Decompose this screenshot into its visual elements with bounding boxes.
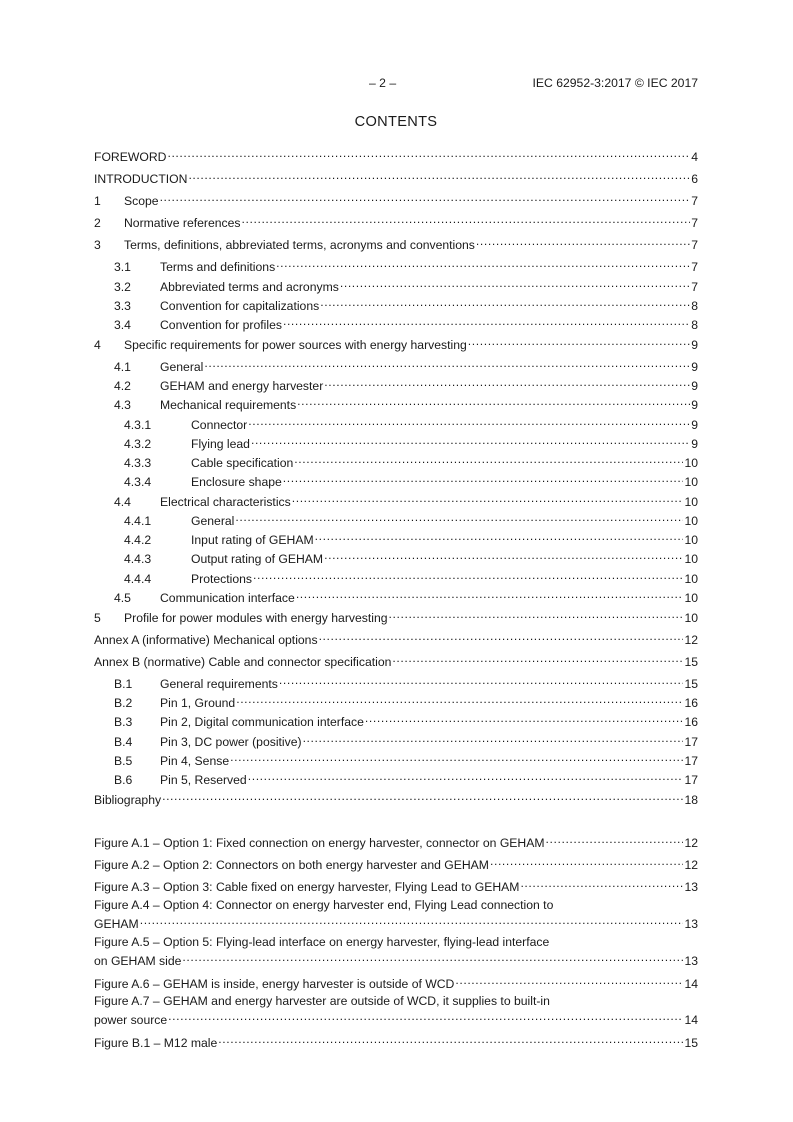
toc-number: 5 (94, 611, 101, 625)
toc-number: B.4 (114, 735, 133, 749)
toc-entry-b-5[interactable] (114, 749, 698, 768)
toc-number: 4.2 (114, 379, 131, 393)
toc-title: Electrical characteristics (160, 495, 291, 509)
toc-page: 17 (684, 754, 698, 768)
figure-title: Figure A.3 – Option 3: Cable fixed on energy harvester, Flying Lead to GEHAM (94, 880, 520, 894)
figure-page: 12 (684, 836, 698, 850)
figure-title: power source (94, 1013, 168, 1027)
toc-entry-introduction[interactable] (94, 167, 698, 186)
figure-title: GEHAM (94, 917, 139, 931)
toc-number: 4.3.2 (124, 437, 152, 451)
toc-title: Convention for profiles (160, 318, 282, 332)
toc-title: INTRODUCTION (94, 172, 188, 186)
dot-leader (276, 255, 690, 271)
page-header (94, 76, 698, 92)
toc-entry-3[interactable] (94, 233, 698, 252)
toc-title: Annex B (normative) Cable and connector specification (94, 655, 392, 669)
toc-entry-3-3[interactable] (114, 294, 698, 313)
toc-page: 16 (684, 696, 698, 710)
toc-title: Flying lead (191, 437, 250, 451)
figure-entry-a6[interactable] (94, 972, 698, 991)
toc-entry-b-1[interactable] (114, 672, 698, 691)
toc-entry-4-3[interactable] (114, 393, 698, 412)
toc-number: B.6 (114, 773, 133, 787)
toc-page: 9 (691, 398, 698, 412)
figure-title: Figure A.6 – GEHAM is inside, energy harvester is outside of WCD (94, 977, 455, 991)
dot-leader (476, 233, 690, 249)
toc-entry-b-2[interactable] (114, 691, 698, 710)
toc-number: 4.4.3 (124, 552, 152, 566)
toc-title: Protections (191, 572, 252, 586)
toc-entry-foreword[interactable] (94, 145, 698, 164)
dot-leader (468, 333, 690, 349)
toc-page: 7 (691, 216, 698, 230)
toc-page: 15 (684, 655, 698, 669)
toc-page: 8 (691, 318, 698, 332)
toc-entry-2[interactable] (94, 211, 698, 230)
toc-page: 4 (691, 150, 698, 164)
toc-number: 4.4.4 (124, 572, 152, 586)
toc-title: Terms, definitions, abbreviated terms, acronyms and conventions (124, 238, 475, 252)
toc-entry-3-2[interactable] (114, 275, 698, 294)
figure-entry-a7[interactable] (94, 994, 698, 1027)
figure-title: on GEHAM side (94, 954, 182, 968)
figure-entry-a1[interactable] (94, 831, 698, 850)
toc-number: 3 (94, 238, 101, 252)
dot-leader (320, 294, 690, 310)
figure-entry-a2[interactable] (94, 853, 698, 872)
toc-number: 4.3.4 (124, 475, 152, 489)
toc-page: 10 (684, 475, 698, 489)
dot-leader (160, 189, 691, 205)
toc-entry-4-3-1[interactable] (124, 413, 698, 432)
toc-title: Pin 2, Digital communication interface (160, 715, 364, 729)
toc-entry-bibliography[interactable] (94, 788, 698, 807)
figure-title-line: Figure A.5 – Option 5: Flying-lead interface on energy harvester, flying-lead interface (94, 935, 550, 949)
toc-entry-4-5[interactable] (114, 586, 698, 605)
toc-entry-4-4-1[interactable] (124, 509, 698, 528)
figure-page: 15 (684, 1036, 698, 1050)
dot-leader (297, 393, 690, 409)
dot-leader (218, 1031, 683, 1047)
toc-number: 4.4 (114, 495, 131, 509)
toc-entry-4-3-4[interactable] (124, 470, 698, 489)
toc-title: Pin 5, Reserved (160, 773, 247, 787)
dot-leader (251, 432, 690, 448)
toc-page: 9 (691, 338, 698, 352)
dot-leader (230, 749, 683, 765)
dot-leader (520, 875, 683, 891)
toc-entry-annex-b[interactable] (94, 650, 698, 669)
dot-leader (315, 528, 684, 544)
toc-number: 4.3 (114, 398, 131, 412)
toc-number: 3.1 (114, 260, 131, 274)
dot-leader (253, 567, 683, 583)
toc-page: 7 (691, 238, 698, 252)
toc-page: 17 (684, 773, 698, 787)
toc-number: 4.5 (114, 591, 131, 605)
toc-page: 10 (684, 611, 698, 625)
toc-title: Mechanical requirements (160, 398, 297, 412)
toc-title: Input rating of GEHAM (191, 533, 314, 547)
dot-leader (546, 831, 684, 847)
dot-leader (236, 691, 683, 707)
figure-page: 13 (684, 954, 698, 968)
dot-leader (188, 167, 690, 183)
dot-leader (283, 313, 690, 329)
toc-entry-4[interactable] (94, 333, 698, 352)
toc-title: GEHAM and energy harvester (160, 379, 324, 393)
toc-entry-4-4-2[interactable] (124, 528, 698, 547)
toc-page: 9 (691, 360, 698, 374)
toc-page: 16 (684, 715, 698, 729)
toc-entry-annex-a[interactable] (94, 628, 698, 647)
dot-leader (303, 730, 684, 746)
toc-title: Annex A (informative) Mechanical options (94, 633, 318, 647)
toc-number: B.5 (114, 754, 133, 768)
toc-entry-4-1[interactable] (114, 355, 698, 374)
dot-leader (490, 853, 683, 869)
dot-leader (162, 788, 683, 804)
toc-entry-4-4-3[interactable] (124, 547, 698, 566)
toc-title: Terms and definitions (160, 260, 276, 274)
toc-number: 3.3 (114, 299, 131, 313)
toc-number: 1 (94, 194, 101, 208)
toc-number: B.1 (114, 677, 133, 691)
toc-title: Abbreviated terms and acronyms (160, 280, 339, 294)
toc-number: 4.3.3 (124, 456, 152, 470)
figure-page: 13 (684, 880, 698, 894)
figure-page: 12 (684, 858, 698, 872)
toc-title: Normative references (124, 216, 241, 230)
toc-title: Pin 1, Ground (160, 696, 236, 710)
toc-page: 10 (684, 552, 698, 566)
dot-leader (248, 413, 690, 429)
dot-leader (279, 672, 684, 688)
toc-title: Specific requirements for power sources with energy harvesting (124, 338, 467, 352)
toc-entry-4-3-2[interactable] (124, 432, 698, 451)
figure-page: 13 (684, 917, 698, 931)
toc-title: Enclosure shape (191, 475, 282, 489)
toc-title: FOREWORD (94, 150, 167, 164)
dot-leader (392, 650, 683, 666)
toc-number: 4.4.1 (124, 514, 152, 528)
toc-page: 10 (684, 495, 698, 509)
toc-entry-b-4[interactable] (114, 730, 698, 749)
document-reference: IEC 62952-3:2017 © IEC 2017 (532, 76, 698, 90)
figure-entry-a3[interactable] (94, 875, 698, 894)
toc-entry-5[interactable] (94, 606, 698, 625)
figure-title: Figure A.2 – Option 2: Connectors on both energy harvester and GEHAM (94, 858, 489, 872)
dot-leader (248, 768, 684, 784)
toc-title: Profile for power modules with energy harvesting (124, 611, 388, 625)
dot-leader (235, 509, 683, 525)
toc-number: 4 (94, 338, 101, 352)
toc-page: 6 (691, 172, 698, 186)
toc-title: Bibliography (94, 793, 162, 807)
dot-leader (340, 275, 690, 291)
dot-leader (167, 145, 690, 161)
toc-page: 9 (691, 437, 698, 451)
dot-leader (319, 628, 684, 644)
toc-entry-4-4-4[interactable] (124, 567, 698, 586)
page-number: – 2 – (369, 76, 397, 90)
toc-title: Connector (191, 418, 248, 432)
toc-page: 10 (684, 514, 698, 528)
toc-page: 8 (691, 299, 698, 313)
toc-page: 18 (684, 793, 698, 807)
figure-title-line: Figure A.4 – Option 4: Connector on energy harvester end, Flying Lead connection to (94, 898, 554, 912)
toc-entry-4-3-3[interactable] (124, 451, 698, 470)
toc-entry-b-3[interactable] (114, 710, 698, 729)
dot-leader (455, 972, 683, 988)
toc-title: Cable specification (191, 456, 294, 470)
figure-entry-a4[interactable] (94, 898, 698, 931)
dot-leader (204, 355, 690, 371)
figure-title-line: Figure A.7 – GEHAM and energy harvester are outside of WCD, it supplies to built-in (94, 994, 550, 1008)
dot-leader (324, 374, 690, 390)
toc-page: 7 (691, 260, 698, 274)
figure-page: 14 (684, 977, 698, 991)
toc-number: 3.4 (114, 318, 131, 332)
toc-entry-3-1[interactable] (114, 255, 698, 274)
toc-number: 3.2 (114, 280, 131, 294)
toc-number: 4.3.1 (124, 418, 152, 432)
toc-number: 4.4.2 (124, 533, 152, 547)
toc-title: Pin 3, DC power (positive) (160, 735, 302, 749)
toc-title: Output rating of GEHAM (191, 552, 324, 566)
dot-leader (242, 211, 691, 227)
toc-title: Pin 4, Sense (160, 754, 230, 768)
toc-title: Convention for capitalizations (160, 299, 320, 313)
toc-page: 9 (691, 418, 698, 432)
toc-title: Scope (124, 194, 159, 208)
figure-page: 14 (684, 1013, 698, 1027)
dot-leader (365, 710, 684, 726)
dot-leader (294, 451, 683, 467)
figure-entry-b1[interactable] (94, 1031, 698, 1050)
toc-title: General requirements (160, 677, 278, 691)
toc-entry-b-6[interactable] (114, 768, 698, 787)
dot-leader (182, 949, 683, 965)
dot-leader (168, 1008, 683, 1024)
toc-page: 12 (684, 633, 698, 647)
toc-page: 7 (691, 194, 698, 208)
toc-page: 15 (684, 677, 698, 691)
figure-title: Figure B.1 – M12 male (94, 1036, 218, 1050)
toc-page: 10 (684, 591, 698, 605)
toc-entry-4-2[interactable] (114, 374, 698, 393)
dot-leader (296, 586, 684, 602)
toc-entry-3-4[interactable] (114, 313, 698, 332)
toc-page: 17 (684, 735, 698, 749)
toc-title: Communication interface (160, 591, 295, 605)
toc-page: 10 (684, 456, 698, 470)
dot-leader (292, 490, 684, 506)
toc-number: 2 (94, 216, 101, 230)
toc-entry-4-4[interactable] (114, 490, 698, 509)
dot-leader (324, 547, 683, 563)
toc-entry-1[interactable] (94, 189, 698, 208)
figure-title: Figure A.1 – Option 1: Fixed connection on energy harvester, connector on GEHAM (94, 836, 545, 850)
page-title: CONTENTS (354, 114, 438, 130)
figure-entry-a5[interactable] (94, 935, 698, 968)
toc-page: 9 (691, 379, 698, 393)
toc-title: General (191, 514, 235, 528)
toc-page: 10 (684, 533, 698, 547)
toc-title: General (160, 360, 204, 374)
toc-page: 10 (684, 572, 698, 586)
dot-leader (140, 912, 684, 928)
toc-number: 4.1 (114, 360, 131, 374)
toc-number: B.3 (114, 715, 133, 729)
dot-leader (389, 606, 684, 622)
dot-leader (283, 470, 684, 486)
toc-page: 7 (691, 280, 698, 294)
toc-number: B.2 (114, 696, 133, 710)
